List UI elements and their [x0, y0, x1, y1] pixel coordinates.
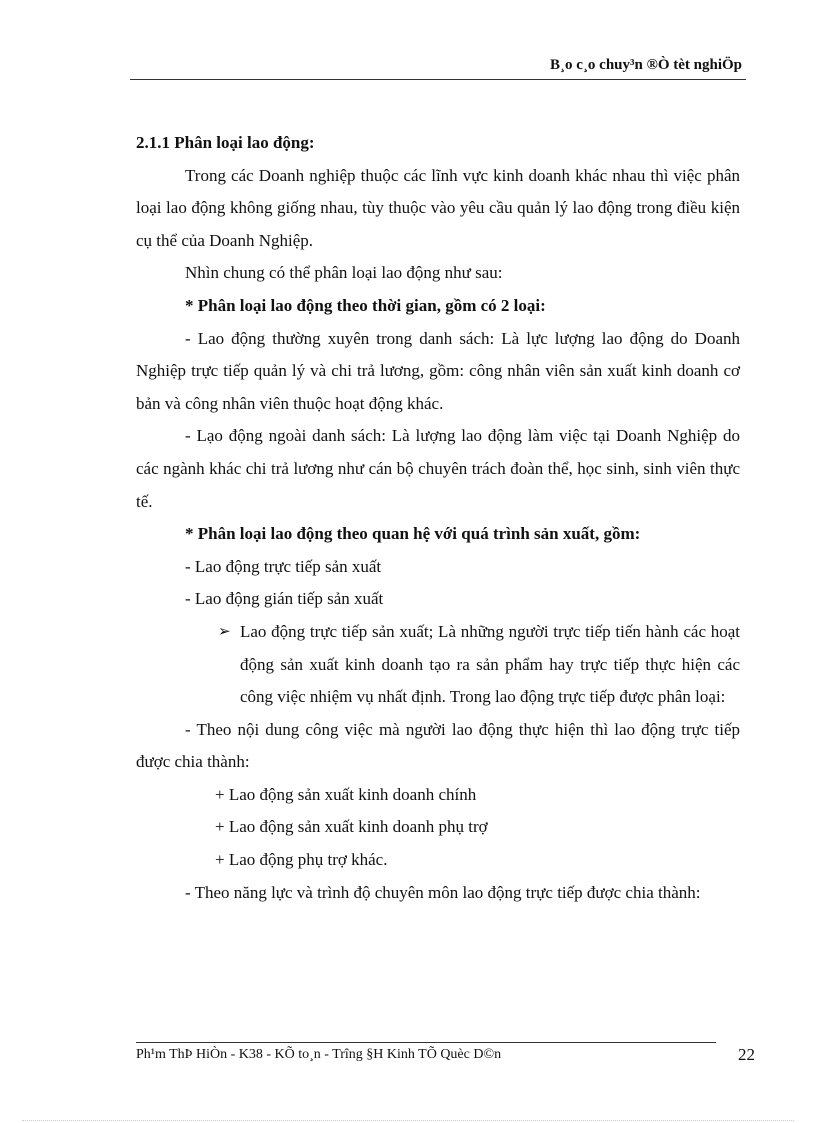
sub-item-main: + Lao động sản xuất kinh doanh chính [215, 784, 477, 804]
paragraph-by-skill: - Theo năng lực và trình độ chuyên môn lao động trực tiếp được chia thành: [185, 882, 701, 902]
subheading-by-time: * Phân loại lao động theo thời gian, gồm có 2 loại: [185, 295, 546, 315]
bullet-paragraph [218, 616, 740, 714]
sub-item-other: + Lao động phụ trợ khác. [215, 850, 388, 870]
document-body [136, 127, 740, 909]
sub-item-support: + Lao động sản xuất kinh doanh phụ trợ [215, 817, 488, 837]
footer-divider [136, 1042, 716, 1043]
header-divider [130, 79, 746, 80]
page-header: B¸o c¸o chuy³n ®Ò tèt nghiÖp [550, 57, 742, 73]
bullet-text: Lao động trực tiếp sản xuất; Là những người trực tiếp tiến hành các hoạt động sản xuất kinh doanh tạo ra sản phẩm hay trực tiếp thực hiện các công việc nhiệm vụ nhất định. Trong lao động trực tiếp được phân loại: [240, 621, 740, 707]
footer-author: Ph¹m ThÞ HiÒn - K38 - KÕ to¸n - Trîng §H Kinh TÕ Quèc D©n [136, 1047, 502, 1062]
subheading-by-production: * Phân loại lao động theo quan hệ với quá trình sản xuất, gồm: [185, 524, 641, 544]
section-heading: 2.1.1 Phân loại lao động: [136, 133, 315, 152]
list-item-direct: - Lao động trực tiếp sản xuất [185, 556, 382, 576]
paragraph-regular-labor: - Lao động thường xuyên trong danh sách: Là lực lượng lao động do Doanh Nghiệp trực tiếp quản lý và chi trả lương, gồm: công nhân viên sản xuất kinh doanh cơ bản và công nhân viên thuộc hoạt động khác. [136, 328, 740, 413]
paragraph-overview: Nhìn chung có thể phân loại lao động như sau: [185, 263, 503, 283]
paragraph-intro: Trong các Doanh nghiệp thuộc các lĩnh vực kinh doanh khác nhau thì việc phân loại lao động không giống nhau, tùy thuộc vào yêu cầu quản lý lao động trong điều kiện cụ thể của Doanh Nghiệp. [136, 165, 740, 250]
list-item-indirect: - Lao động gián tiếp sản xuất [185, 589, 384, 609]
arrow-bullet-icon: ➢ [218, 623, 231, 640]
page-number: 22 [738, 1045, 755, 1064]
paragraph-external-labor: - Lạo động ngoài danh sách: Là lượng lao động làm việc tại Doanh Nghiệp do các ngành khác chi trả lương như cán bộ chuyên trách đoàn thể, học sinh, sinh viên thực tế. [136, 426, 740, 511]
page-bottom-border [22, 1120, 794, 1121]
paragraph-by-content: - Theo nội dung công việc mà người lao động thực hiện thì lao động trực tiếp được chia thành: [136, 719, 740, 772]
